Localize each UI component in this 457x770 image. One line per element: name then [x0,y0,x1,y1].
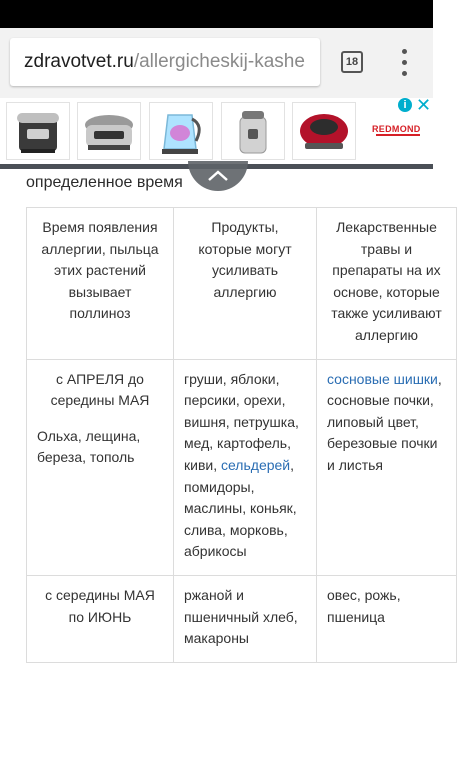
ad-product-thermopot[interactable] [221,102,285,160]
browser-toolbar [0,28,433,98]
table-cell-herbs [317,359,457,575]
table-header-cell: Продукты, которые могут усиливать аллергию [174,208,317,360]
table-cell-period: с середины МАЯ по ИЮНЬ [27,575,174,662]
ad-product-glass-kettle[interactable] [149,102,213,160]
chevron-up-icon [206,169,230,183]
ad-product-multicooker[interactable] [6,102,70,160]
allergy-table [26,207,457,663]
url-domain: zdravotvet.ru [24,51,134,72]
table-cell-herbs: овес, рожь, пшеница [317,575,457,662]
tab-switcher-button[interactable]: 18 [341,51,363,73]
celery-link[interactable]: сельдерей [220,456,291,473]
pine-cones-link[interactable]: сосновые шишки [327,370,438,387]
lead-text: определенное время [26,174,183,191]
herbs-text: , сосновые почки, липовый цвет, березовые почки и листья [327,370,442,473]
status-bar [0,0,433,28]
table-header-cell: Лекарственные травы и препараты на их основе, которые также усиливают аллергию [317,208,457,360]
ad-brand-underline [376,134,420,136]
ad-brand-logo: REDMOND [372,124,421,134]
products-text: груши, яблоки, персики, орехи, вишня, петрушка, мед, картофель, киви, [184,370,299,473]
close-icon[interactable]: ✕ [416,95,432,115]
ad-product-multicooker-silver[interactable] [77,102,141,160]
address-bar[interactable] [10,38,320,86]
overflow-menu-icon[interactable] [396,48,412,78]
url-text [24,51,305,73]
info-icon[interactable]: i [398,98,412,112]
url-path: /allergicheskij-kashe [133,51,305,72]
table-row [27,359,457,575]
table-cell-products: ржаной и пшеничный хлеб, макароны [174,575,317,662]
table-header-row [27,208,457,360]
table-cell-period [27,359,174,575]
period-text: с АПРЕЛЯ до середины МАЯ [50,370,150,409]
table-header-cell: Время появления аллергии, пыльца этих растений вызывает поллиноз [27,208,174,360]
ad-banner[interactable] [0,95,433,169]
article-content [0,169,442,770]
table-row [27,575,457,662]
trees-text: Ольха, лещина, береза, тополь [37,427,141,466]
collapse-ad-handle[interactable] [188,161,248,191]
ad-product-red-multicooker[interactable] [292,102,356,160]
products-text-tail: , помидоры, маслины, коньяк, слива, морковь, абрикосы [184,456,297,560]
table-cell-products [174,359,317,575]
